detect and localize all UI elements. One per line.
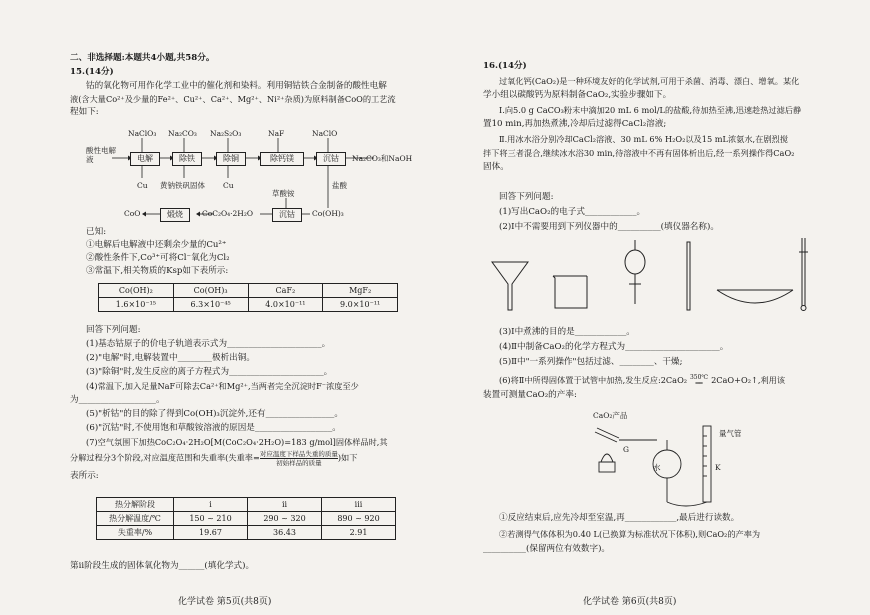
flow-step-precip: 沉钴	[272, 208, 302, 222]
known-item-1: ①电解后电解液中还剩余少量的Cu²⁺	[86, 240, 227, 250]
step-1-line1: Ⅰ.向5.0 g CaCO₃粉末中滴加20 mL 6 mol/L的盐酸,待加热至沸,迅速趁热过滤后静	[499, 105, 802, 115]
flow-output-iron-solid: 黄钠铁矾固体	[160, 181, 205, 190]
flow-output-cu2: Cu	[223, 181, 234, 190]
test-tube-icon	[595, 428, 619, 442]
heat-header-cell: iii	[322, 498, 396, 512]
apparatus-label-g: G	[623, 445, 629, 454]
question-4: (4)Ⅱ中制备CaO₂的化学方程式为______________________。	[499, 342, 729, 352]
heat-cell: 热分解温度/℃	[97, 512, 174, 526]
heat-cell: 19.67	[174, 526, 248, 540]
question-6-part2: ②若测得气体体积为0.40 L(已换算为标准状况下体积),则CaO₂的产率为	[499, 529, 761, 539]
question-3: (3)Ⅰ中煮沸的目的是____________。	[499, 327, 635, 337]
flow-reagent-hcl: 盐酸	[332, 181, 347, 190]
question-1: (1)写出CaO₂的电子式____________。	[499, 207, 646, 217]
table-row	[97, 512, 396, 526]
flow-reagent-naf: NaF	[268, 129, 285, 138]
flow-reagent-na2co3: Na₂CO₃	[168, 129, 197, 138]
question-5: (5)Ⅱ中"一系列操作"包括过滤、________、干燥;	[499, 357, 683, 367]
right-page	[435, 0, 870, 615]
heat-cell: 2.91	[322, 526, 396, 540]
question-1: (1)基态钴原子的价电子轨道表示式为______________________。	[86, 339, 331, 349]
flow-step-copper-removal: 除铜	[216, 152, 246, 166]
flow-side-reagent: Na₂CO₃和NaOH	[352, 154, 413, 163]
table-row	[99, 298, 398, 312]
step-2-line1: Ⅱ.用冰水浴分别冷却CaCl₂溶液、30 mL 6% H₂O₂以及15 mL浓氨水,在剧烈搅	[499, 134, 788, 144]
flow-product-oxalate: CoC₂O₄·2H₂O	[202, 209, 254, 218]
q15-intro-line1: 钴的氧化物可用作化学工业中的催化剂和染料。利用铜钴铁合金制备的酸性电解	[86, 81, 387, 91]
question-2: (2)Ⅰ中不需要用到下列仪器中的__________(填仪器名称)。	[499, 222, 719, 232]
table-row	[97, 526, 396, 540]
table-row	[97, 498, 396, 512]
heat-cell: 150 ~ 210	[174, 512, 248, 526]
flow-product-hydroxide: Co(OH)₃	[312, 209, 344, 218]
beaker-icon	[553, 276, 587, 308]
glass-rod-icon	[687, 242, 690, 310]
apparatus-label-k: K	[715, 463, 721, 472]
step-2-line3: 固体。	[483, 162, 509, 172]
question-7-answer: 第ii阶段生成的固体氧化物为______(填化学式)。	[70, 561, 255, 571]
ksp-value-cell: 4.0×10⁻¹¹	[248, 298, 323, 312]
flow-reagent-na2s2o3: Na₂S₂O₃	[210, 129, 242, 138]
step-2-line2: 拌下将三者混合,继续冰水浴30 min,待溶液中不再有固体析出后,经一系列操作得CaO₂	[483, 148, 795, 158]
heat-cell: 290 ~ 320	[248, 512, 322, 526]
question-4: (4)常温下,加入足量NaF可除去Ca²⁺和Mg²⁺,当两者完全沉淀时F⁻浓度至少	[86, 381, 359, 391]
burner-icon	[599, 454, 615, 472]
q15-intro-line3: 程如下:	[70, 107, 99, 117]
apparatus-label-burette: 量气管	[719, 429, 742, 438]
apparatus-label-water: 水	[653, 463, 661, 472]
flow-step-iron-removal: 除铁	[172, 152, 202, 166]
question-4-answer: 为__________________。	[70, 395, 165, 405]
known-heading: 已知:	[86, 227, 107, 237]
flow-reagent-oxalate: 草酸铵	[272, 189, 295, 198]
separatory-funnel-icon	[625, 240, 645, 304]
ksp-header-cell: Co(OH)₂	[99, 284, 174, 298]
question-6: (6)将Ⅱ中所得固体置于试管中加热,发生反应:2CaO₂ 350℃ ══ 2CaO+O₂↑,利用该	[499, 374, 786, 387]
heat-cell: 失重率/%	[97, 526, 174, 540]
flow-step-cobalt: 沉钴	[316, 152, 346, 166]
ksp-value-cell: 9.0×10⁻¹¹	[323, 298, 398, 312]
loss-rate-denominator: 初始样品的质量	[276, 459, 322, 467]
heat-header-cell: i	[174, 498, 248, 512]
gas-burette-icon	[703, 426, 711, 502]
heat-header-cell: 热分解阶段	[97, 498, 174, 512]
question-2: (2)"电解"时,电解装置中________极析出铜。	[86, 353, 255, 363]
flow-reagent-naclo3: NaClO₃	[128, 129, 157, 138]
lab-instruments	[435, 236, 870, 316]
question-6-part1: ①反应结束后,应先冷却至室温,再____________,最后进行读数。	[499, 513, 740, 523]
question-5: (5)"析钴"的目的除了得到Co(OH)₃沉淀外,还有________________。	[86, 409, 343, 419]
question-7: (7)空气氛围下加热CoC₂O₄·2H₂O[M(CoC₂O₄·2H₂O)=183 g/mol]固体样品时,其	[86, 437, 388, 447]
gas-measuring-apparatus	[435, 406, 870, 516]
question-6-part2-answer: __________(保留两位有效数字)。	[483, 544, 611, 554]
q15-intro-line2: 液(含大量Co²⁺及少量的Fe²⁺、Cu²⁺、Ca²⁺、Mg²⁺、Ni²⁺杂质)为原料制备CoO的工艺流	[70, 94, 396, 104]
ksp-header-cell: Co(OH)₃	[173, 284, 248, 298]
known-item-2: ②酸性条件下,Co³⁺可将Cl⁻氧化为Cl₂	[86, 253, 230, 263]
ksp-header-cell: CaF₂	[248, 284, 323, 298]
q16-heading: 16.(14分)	[483, 61, 527, 71]
step-1-line2: 置10 min,再加热煮沸,冷却后过滤得CaCl₂溶液;	[483, 119, 667, 129]
q15-heading: 15.(14分)	[70, 67, 114, 77]
heat-header-cell: ii	[248, 498, 322, 512]
reaction-condition: 350℃	[689, 374, 709, 381]
question-6: (6)"沉钴"时,不使用饱和草酸铵溶液的原因是__________________。	[86, 423, 341, 433]
flow-reagent-naclo: NaClO	[312, 129, 338, 138]
thermometer-icon	[799, 238, 808, 311]
table-row	[99, 284, 398, 298]
heat-decomposition-table	[96, 497, 396, 540]
ksp-value-cell: 1.6×10⁻¹⁵	[99, 298, 174, 312]
ksp-table	[98, 283, 398, 312]
ksp-value-cell: 6.3×10⁻⁴⁵	[173, 298, 248, 312]
question-6-line2: 装置可测量CaO₂的产率:	[483, 390, 577, 400]
answer-heading: 回答下列问题:	[499, 192, 554, 202]
page-footer-5: 化学试卷 第5页(共8页)	[178, 597, 272, 607]
loss-rate-numerator: 对应温度下样品失重的质量	[259, 450, 338, 458]
funnel-icon	[492, 262, 528, 310]
known-item-3: ③常温下,相关物质的Ksp如下表所示:	[86, 266, 229, 276]
flow-product-coo: CoO	[124, 209, 141, 218]
evaporating-dish-icon	[717, 290, 793, 303]
page-footer-6: 化学试卷 第6页(共8页)	[583, 597, 677, 607]
q16-intro-line1: 过氧化钙(CaO₂)是一种环境友好的化学试剂,可用于杀菌、消毒、漂白、增氧。某化	[499, 76, 800, 86]
q16-intro-line2: 学小组以碳酸钙为原料制备CaO₂,实验步骤如下。	[483, 90, 672, 100]
apparatus-label-sample: CaO₂产品	[593, 411, 628, 420]
section-heading: 二、非选择题:本题共4小题,共58分。	[70, 53, 215, 63]
flow-output-cu1: Cu	[137, 181, 148, 190]
answer-heading: 回答下列问题:	[86, 325, 141, 335]
question-3: (3)"除铜"时,发生反应的离子方程式为______________________。	[86, 367, 333, 377]
flow-step-camg-removal: 除钙镁	[260, 152, 304, 166]
question-7-line3: 表所示:	[70, 471, 99, 481]
flow-feed-label: 酸性电解液	[86, 146, 116, 164]
flow-step-calcine: 煅烧	[160, 208, 190, 222]
ksp-header-cell: MgF₂	[323, 284, 398, 298]
heat-cell: 36.43	[248, 526, 322, 540]
heat-cell: 890 ~ 920	[322, 512, 396, 526]
question-7-line2: 分解过程分3个阶段,对应温度范围和失重率(失重率= 对应温度下样品失重的质量 初始样品的质量 )如下	[70, 450, 358, 467]
flow-step-electrolysis: 电解	[130, 152, 160, 166]
